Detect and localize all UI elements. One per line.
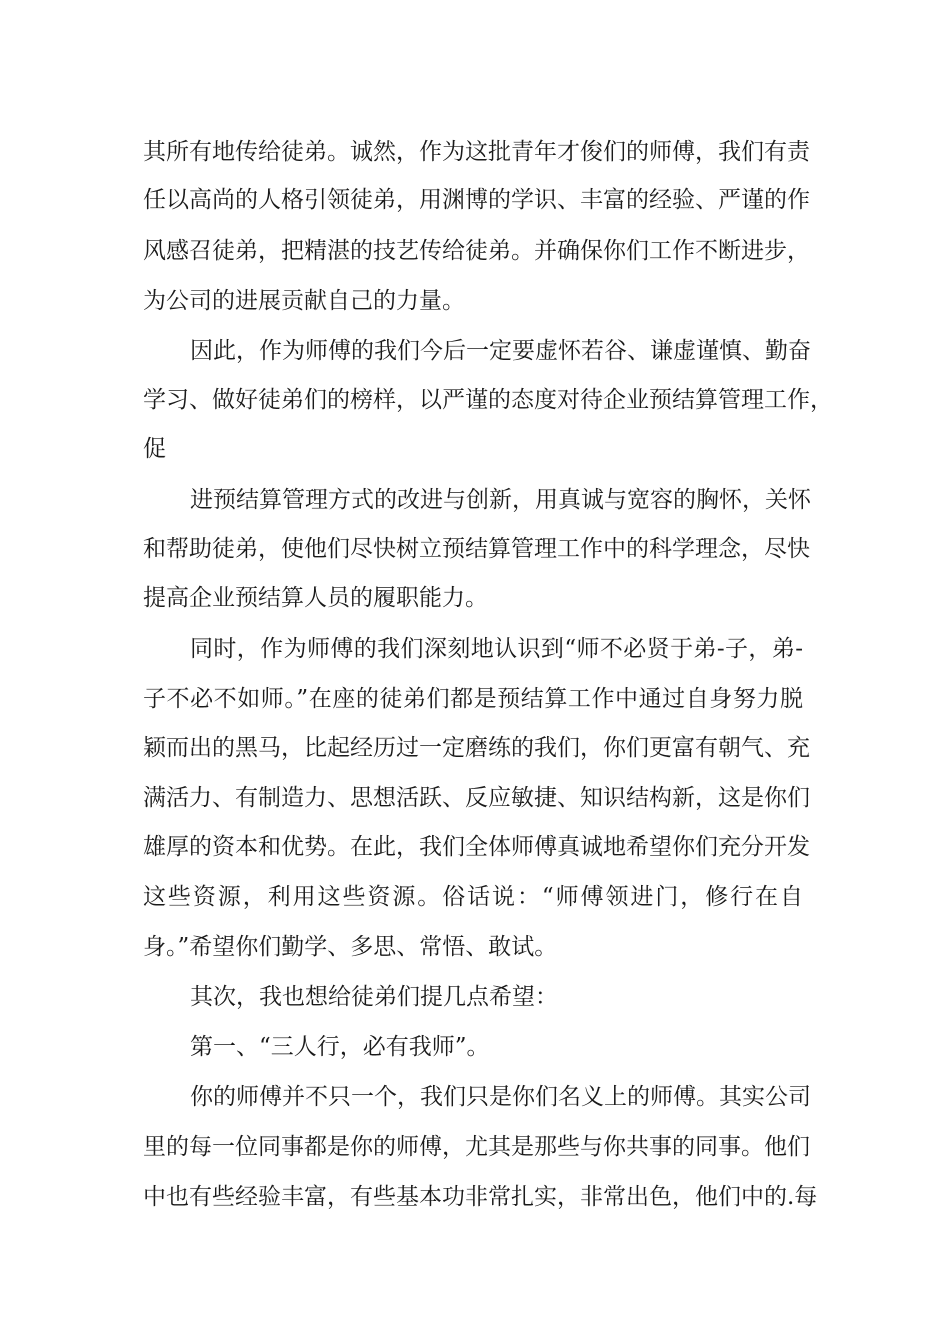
paragraph-first-line: 因此，作为师傅的我们今后一定要虚怀若谷、谦虚谨慎、勤奋 (190, 338, 811, 364)
text-line: 和帮助徒弟，使他们尽快树立预结算管理工作中的科学理念，尽快 (143, 536, 810, 562)
text-line: 提高企业预结算人员的履职能力。 (143, 585, 488, 611)
text-line: 里的每一位同事都是你的师傅，尤其是那些与你共事的同事。他们 (143, 1134, 810, 1160)
paragraph-first-line: 同时，作为师傅的我们深刻地认识到“师不必贤于弟-子，弟- (190, 636, 803, 662)
paragraph-first-line: 进预结算管理方式的改进与创新，用真诚与宽容的胸怀，关怀 (190, 487, 811, 513)
text-line: 风感召徒弟，把精湛的技艺传给徒弟。并确保你们工作不断进步， (143, 238, 810, 264)
text-line: 身。”希望你们勤学、多思、常悟、敢试。 (143, 934, 558, 960)
text-line: 任以高尚的人格引领徒弟，用渊博的学识、丰富的经验、严谨的作 (143, 187, 810, 213)
text-line: 这些资源，利用这些资源。俗话说：“师傅领进门，修行在自 (143, 884, 803, 910)
text-line: 为公司的进展贡献自己的力量。 (143, 288, 465, 314)
paragraph-first-line: 你的师傅并不只一个，我们只是你们名义上的师傅。其实公司 (190, 1084, 811, 1110)
text-line: 子不必不如师。”在座的徒弟们都是预结算工作中通过自身努力脱 (143, 686, 803, 712)
text-line: 学习、做好徒弟们的榜样，以严谨的态度对待企业预结算管理工作， (143, 387, 833, 413)
text-line: 颖而出的黑马，比起经历过一定磨练的我们，你们更富有朝气、充 (143, 735, 810, 761)
text-line: 促 (143, 436, 166, 462)
text-line: 其所有地传给徒弟。诚然，作为这批青年才俊们的师傅，我们有责 (143, 139, 810, 165)
text-line: 雄厚的资本和优势。在此，我们全体师傅真诚地希望你们充分开发 (143, 834, 810, 860)
text-line: 中也有些经验丰富，有些基本功非常扎实，非常出色，他们中的.每 (143, 1184, 818, 1210)
paragraph-first-line: 其次，我也想给徒弟们提几点希望： (190, 984, 558, 1010)
text-line: 满活力、有制造力、思想活跃、反应敏捷、知识结构新，这是你们 (143, 785, 810, 811)
section-heading: 第一、“三人行，必有我师”。 (190, 1034, 490, 1060)
